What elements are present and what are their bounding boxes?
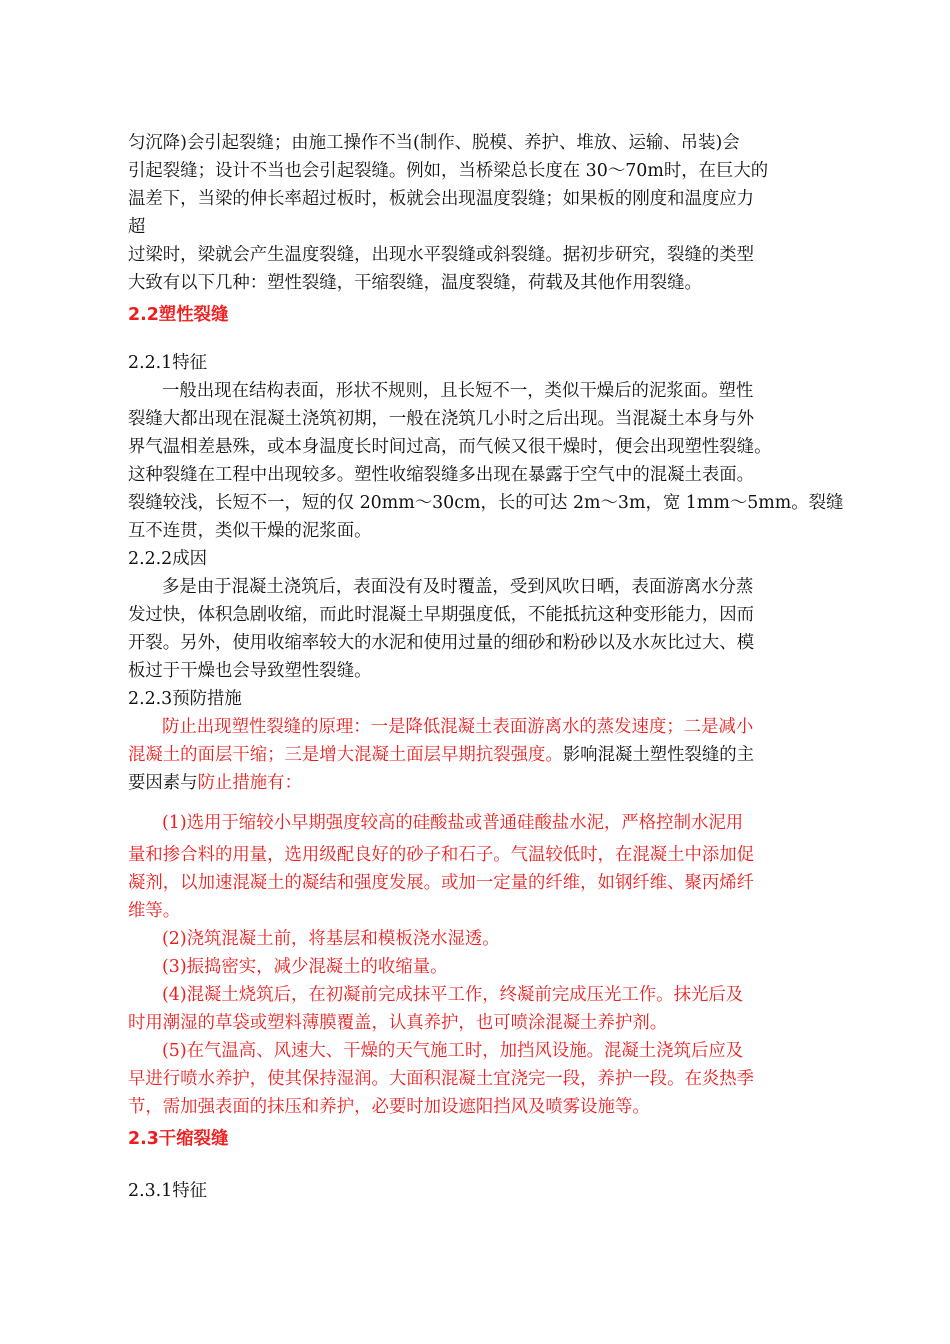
paragraph-line: 防止出现塑性裂缝的原理：一是降低混凝土表面游离水的蒸发速度；二是减小 bbox=[162, 717, 754, 737]
subsection-heading: 2.2.3预防措施 bbox=[128, 689, 242, 709]
paragraph-line: 板过于干燥也会导致塑性裂缝。 bbox=[128, 661, 372, 681]
highlight-text: 防止措施有： bbox=[197, 773, 302, 793]
paragraph-line: 裂缝大都出现在混凝土浇筑初期，一般在浇筑几小时之后出现。当混凝土本身与外 bbox=[128, 409, 755, 429]
paragraph-line: 引起裂缝；设计不当也会引起裂缝。例如，当桥梁总长度在 30～70m时，在巨大的 bbox=[128, 161, 769, 181]
paragraph-line: 大致有以下几种：塑性裂缝，干缩裂缝，温度裂缝，荷载及其他作用裂缝。 bbox=[128, 273, 702, 293]
section-heading: 2.3干缩裂缝 bbox=[128, 1129, 229, 1149]
paragraph-line: 发过快，体积急剧收缩，而此时混凝土早期强度低，不能抵抗这种变形能力，因而 bbox=[128, 605, 755, 625]
subsection-heading: 2.2.1特征 bbox=[128, 353, 208, 373]
paragraph-line bbox=[128, 771, 302, 795]
paragraph-line: 一般出现在结构表面，形状不规则，且长短不一，类似干燥后的泥浆面。塑性 bbox=[162, 381, 754, 401]
list-item: (4)混凝土烧筑后，在初凝前完成抹平工作，终凝前完成压光工作。抹光后及 bbox=[162, 985, 744, 1005]
paragraph-line: 多是由于混凝土浇筑后，表面没有及时覆盖，受到风吹日晒，表面游离水分蒸 bbox=[162, 577, 754, 597]
paragraph-line: 过梁时，梁就会产生温度裂缝，出现水平裂缝或斜裂缝。据初步研究，裂缝的类型 bbox=[128, 245, 755, 265]
paragraph-line: 互不连贯，类似干燥的泥浆面。 bbox=[128, 521, 372, 541]
paragraph-line: 早进行喷水养护，使其保持湿润。大面积混凝土宜浇完一段，养护一段。在炎热季 bbox=[128, 1069, 755, 1089]
subsection-heading: 2.2.2成因 bbox=[128, 549, 208, 569]
plain-text: 影响混凝土塑性裂缝的主 bbox=[562, 745, 755, 765]
list-item: (2)浇筑混凝土前，将基层和模板浇水湿透。 bbox=[162, 929, 500, 949]
paragraph-line: 超 bbox=[128, 217, 146, 237]
paragraph-line: 节，需加强表面的抹压和养护，必要时加设遮阳挡风及喷雾设施等。 bbox=[128, 1097, 650, 1117]
paragraph-line: 开裂。另外，使用收缩率较大的水泥和使用过量的细砂和粉砂以及水灰比过大、模 bbox=[128, 633, 755, 653]
paragraph-line bbox=[128, 743, 754, 767]
paragraph-line: 凝剂，以加速混凝土的凝结和强度发展。或加一定量的纤维，如钢纤维、聚丙烯纤 bbox=[128, 873, 755, 893]
list-item: (3)振捣密实，减少混凝土的收缩量。 bbox=[162, 957, 448, 977]
paragraph-line: 裂缝较浅，长短不一，短的仅 20mm～30cm，长的可达 2m～3m，宽 1mm～5mm。裂缝 bbox=[128, 493, 844, 513]
paragraph-line: 量和掺合料的用量，选用级配良好的砂子和石子。气温较低时，在混凝土中添加促 bbox=[128, 845, 755, 865]
list-item: (5)在气温高、风速大、干燥的天气施工时，加挡风设施。混凝土浇筑后应及 bbox=[162, 1041, 744, 1061]
paragraph-line: 界气温相差悬殊，或本身温度长时间过高，而气候又很干燥时，便会出现塑性裂缝。 bbox=[128, 437, 772, 457]
section-heading: 2.2塑性裂缝 bbox=[128, 305, 229, 325]
paragraph-line: 匀沉降)会引起裂缝；由施工操作不当(制作、脱模、养护、堆放、运输、吊装)会 bbox=[128, 133, 740, 153]
paragraph-line: 温差下，当梁的伸长率超过板时，板就会出现温度裂缝；如果板的刚度和温度应力 bbox=[128, 189, 755, 209]
paragraph-line: 这种裂缝在工程中出现较多。塑性收缩裂缝多出现在暴露于空气中的混凝土表面。 bbox=[128, 465, 755, 485]
plain-text: 要因素与 bbox=[128, 773, 198, 793]
list-item: (1)选用于缩较小早期强度较高的硅酸盐或普通硅酸盐水泥，严格控制水泥用 bbox=[162, 813, 744, 833]
highlight-text: 混凝土的面层干缩；三是增大混凝土面层早期抗裂强度。 bbox=[128, 745, 563, 765]
subsection-heading: 2.3.1特征 bbox=[128, 1181, 208, 1201]
paragraph-line: 维等。 bbox=[128, 901, 181, 921]
paragraph-line: 时用潮湿的草袋或塑料薄膜覆盖，认真养护，也可喷涂混凝土养护剂。 bbox=[128, 1013, 668, 1033]
